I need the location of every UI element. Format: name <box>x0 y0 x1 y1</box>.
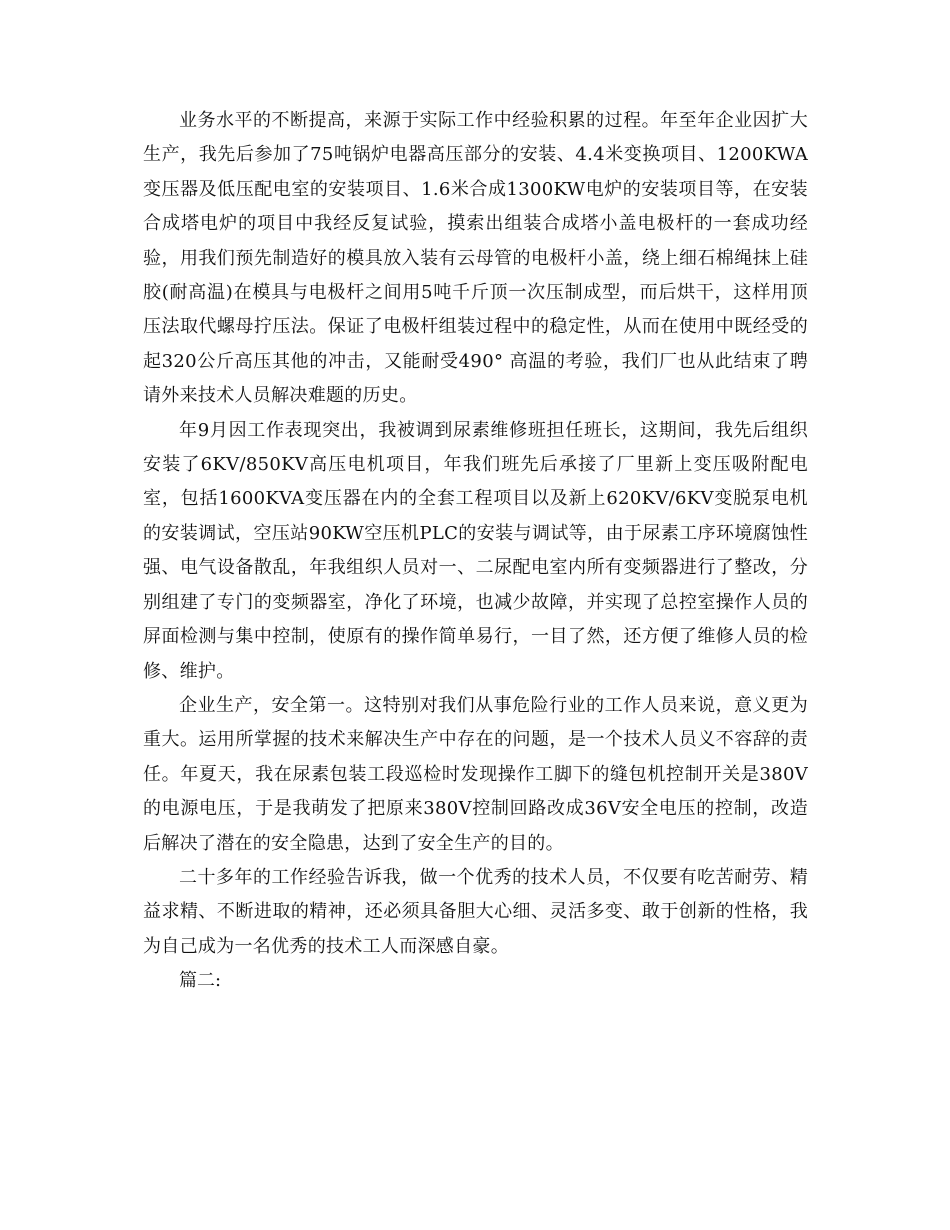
section-heading: 篇二: <box>179 970 222 992</box>
paragraph-conclusion: 二十多年的工作经验告诉我，做一个优秀的技术人员，不仅要有吃苦耐劳、精益求精、不断进取的精神，还必须具备胆大心细、灵活多变、敢于创新的性格，我为自己成为一名优秀的技术工人而深感自豪。 <box>143 866 808 957</box>
paragraph-safety: 企业生产，安全第一。这特别对我们从事危险行业的工作人员来说，意义更为重大。运用所掌握的技术来解决生产中存在的问题，是一个技术人员义不容辞的责任。年夏天，我在尿素包装工段巡检时发现操作工脚下的缝包机控制开关是380V的电源电压，于是我萌发了把原来380V控制回路改成36V安全电压的控制，改造后解决了潜在的安全隐患，达到了安全生产的目的。 <box>143 694 808 854</box>
paragraph-experience: 业务水平的不断提高，来源于实际工作中经验积累的过程。年至年企业因扩大生产，我先后参加了75吨锅炉电器高压部分的安装、4.4米变换项目、1200KWA变压器及低压配电室的安装项目、1.6米合成1300KW电炉的安装项目等，在安装合成塔电炉的项目中我经反复试验，摸索出组装合成塔小盖电极杆的一套成功经验，用我们预先制造好的模具放入装有云母管的电极杆小盖，绕上细石棉绳抹上硅胶(耐高温)在模具与电极杆之间用5吨千斤顶一次压制成型，而后烘干，这样用顶压法取代螺母拧压法。保证了电极杆组装过程中的稳定性，从而在使用中既经受的起320公斤高压其他的冲击，又能耐受490° 高温的考验，我们厂也从此结束了聘请外来技术人员解决难题的历史。 <box>143 110 808 407</box>
document-body <box>143 104 808 999</box>
paragraph-maintenance-team: 年9月因工作表现突出，我被调到尿素维修班担任班长，这期间，我先后组织安装了6KV/850KV高压电机项目，年我们班先后承接了厂里新上变压吸附配电室，包括1600KVA变压器在内的全套工程项目以及新上620KV/6KV变脱泵电机的安装调试，空压站90KW空压机PLC的安装与调试等，由于尿素工序环境腐蚀性强、电气设备散乱，年我组织人员对一、二尿配电室内所有变频器进行了整改，分别组建了专门的变频器室，净化了环境，也减少故障，并实现了总控室操作人员的屏面检测与集中控制，使原有的操作简单易行，一目了然，还方便了维修人员的检修、维护。 <box>143 419 808 682</box>
